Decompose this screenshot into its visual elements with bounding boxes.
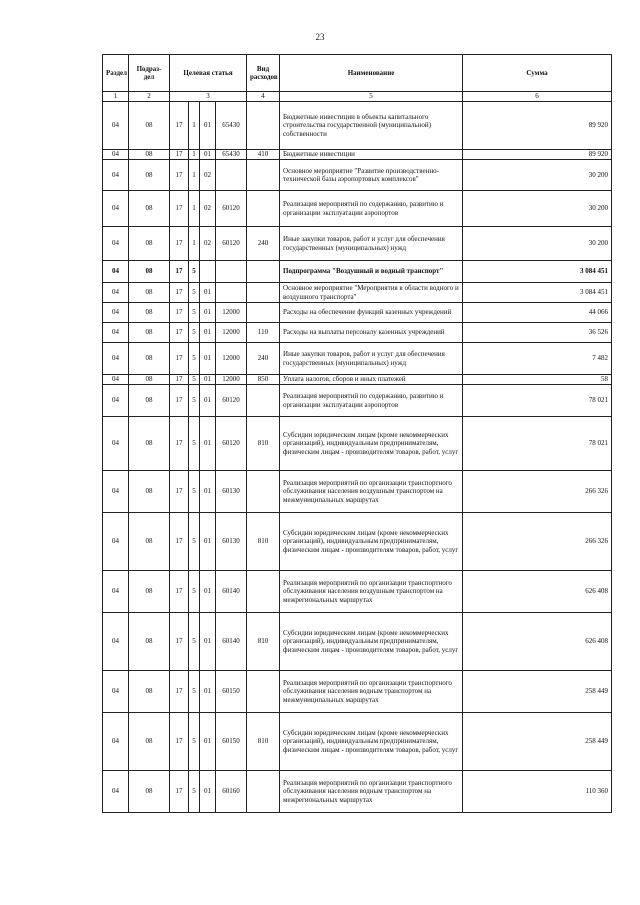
- table-row: [103, 571, 612, 613]
- cell-direction: 60150: [216, 713, 247, 771]
- cell-razdel: 04: [103, 343, 129, 375]
- cell-naimenovanie: Основное мероприятие "Мероприятия в области водного и воздушного транспорта": [280, 283, 463, 303]
- cell-podrazdel: 08: [129, 227, 170, 261]
- cell-event: 01: [200, 323, 216, 343]
- cell-vid-rashodov: 240: [247, 343, 280, 375]
- cell-program: 17: [170, 283, 189, 303]
- header-vid-rashodov: Вид расходов: [247, 55, 280, 92]
- cell-razdel: 04: [103, 513, 129, 571]
- cell-summa: 3 084 451: [463, 261, 612, 283]
- cell-podrazdel: 08: [129, 375, 170, 385]
- cell-vid-rashodov: 810: [247, 613, 280, 671]
- cell-event: 01: [200, 150, 216, 160]
- cell-program: 17: [170, 671, 189, 713]
- cell-naimenovanie: Иные закупки товаров, работ и услуг для обеспечения государственных (муниципальных) нужд: [280, 227, 463, 261]
- cell-podrazdel: 08: [129, 513, 170, 571]
- cell-summa: 30 200: [463, 227, 612, 261]
- cell-naimenovanie: Реализация мероприятий по организации транспортного обслуживания населения воздушным транспортом на межрегиональных маршрутах: [280, 571, 463, 613]
- cell-naimenovanie: Реализация мероприятий по содержанию, развитию и организации эксплуатации аэропортов: [280, 191, 463, 227]
- cell-razdel: 04: [103, 375, 129, 385]
- table-row: [103, 671, 612, 713]
- cell-vid-rashodov: [247, 671, 280, 713]
- cell-event: 01: [200, 613, 216, 671]
- cell-vid-rashodov: [247, 191, 280, 227]
- cell-razdel: 04: [103, 671, 129, 713]
- cell-event: 01: [200, 417, 216, 471]
- cell-program: 17: [170, 191, 189, 227]
- cell-vid-rashodov: 810: [247, 713, 280, 771]
- table-row: [103, 323, 612, 343]
- cell-vid-rashodov: [247, 571, 280, 613]
- cell-event: 01: [200, 375, 216, 385]
- cell-razdel: 04: [103, 227, 129, 261]
- index-cell: 1: [103, 92, 129, 102]
- cell-razdel: 04: [103, 471, 129, 513]
- cell-subprogram: 5: [189, 343, 200, 375]
- cell-vid-rashodov: 810: [247, 513, 280, 571]
- cell-event: 01: [200, 471, 216, 513]
- header-celevaya-statya: Целевая статья: [170, 55, 247, 92]
- header-naimenovanie: Наименование: [280, 55, 463, 92]
- cell-subprogram: 5: [189, 385, 200, 417]
- cell-naimenovanie: Реализация мероприятий по организации транспортного обслуживания населения водным транспортом на межмуниципальных маршрутах: [280, 671, 463, 713]
- cell-podrazdel: 08: [129, 343, 170, 375]
- table-row: [103, 150, 612, 160]
- cell-direction: 12000: [216, 323, 247, 343]
- cell-subprogram: 5: [189, 571, 200, 613]
- cell-subprogram: 5: [189, 323, 200, 343]
- cell-podrazdel: 08: [129, 771, 170, 813]
- cell-summa: 78 021: [463, 385, 612, 417]
- cell-summa: 266 326: [463, 471, 612, 513]
- cell-program: 17: [170, 160, 189, 191]
- header-razdel: Раздел: [103, 55, 129, 92]
- cell-subprogram: 5: [189, 671, 200, 713]
- cell-naimenovanie: Бюджетные инвестиции: [280, 150, 463, 160]
- cell-direction: 60120: [216, 191, 247, 227]
- cell-summa: 258 449: [463, 713, 612, 771]
- table-row: [103, 713, 612, 771]
- cell-naimenovanie: Расходы на обеспечение функций казенных учреждений: [280, 303, 463, 323]
- cell-subprogram: 5: [189, 771, 200, 813]
- cell-summa: 3 084 451: [463, 283, 612, 303]
- cell-vid-rashodov: [247, 261, 280, 283]
- cell-subprogram: 5: [189, 375, 200, 385]
- cell-subprogram: 5: [189, 303, 200, 323]
- cell-subprogram: 1: [189, 191, 200, 227]
- cell-vid-rashodov: [247, 771, 280, 813]
- index-row: [103, 92, 612, 102]
- cell-naimenovanie: Основное мероприятие "Развитие производственно-технической базы аэропортовых комплексов": [280, 160, 463, 191]
- cell-naimenovanie: Субсидии юридическим лицам (кроме некоммерческих организаций), индивидуальным предпринимателям, физическим лицам - производителям товаров, работ, услуг: [280, 713, 463, 771]
- cell-razdel: 04: [103, 613, 129, 671]
- cell-naimenovanie: Иные закупки товаров, работ и услуг для обеспечения государственных (муниципальных) нужд: [280, 343, 463, 375]
- cell-vid-rashodov: [247, 283, 280, 303]
- cell-podrazdel: 08: [129, 102, 170, 150]
- page-number: 23: [315, 32, 325, 42]
- cell-direction: 60150: [216, 671, 247, 713]
- cell-event: 02: [200, 227, 216, 261]
- cell-podrazdel: 08: [129, 713, 170, 771]
- cell-razdel: 04: [103, 191, 129, 227]
- cell-podrazdel: 08: [129, 160, 170, 191]
- cell-podrazdel: 08: [129, 261, 170, 283]
- cell-razdel: 04: [103, 261, 129, 283]
- cell-naimenovanie: Субсидии юридическим лицам (кроме некоммерческих организаций), индивидуальным предпринимателям, физическим лицам - производителям товаров, работ, услуг: [280, 417, 463, 471]
- cell-direction: 65430: [216, 150, 247, 160]
- cell-podrazdel: 08: [129, 323, 170, 343]
- cell-naimenovanie: Расходы на выплаты персоналу казенных учреждений: [280, 323, 463, 343]
- cell-vid-rashodov: [247, 102, 280, 150]
- cell-event: 01: [200, 513, 216, 571]
- header-summa: Сумма: [463, 55, 612, 92]
- cell-event: 01: [200, 571, 216, 613]
- cell-subprogram: 5: [189, 471, 200, 513]
- cell-vid-rashodov: 850: [247, 375, 280, 385]
- cell-razdel: 04: [103, 417, 129, 471]
- cell-direction: 12000: [216, 303, 247, 323]
- cell-vid-rashodov: [247, 303, 280, 323]
- table-row: [103, 227, 612, 261]
- cell-razdel: 04: [103, 150, 129, 160]
- cell-podrazdel: 08: [129, 385, 170, 417]
- cell-subprogram: 1: [189, 227, 200, 261]
- table-row: [103, 385, 612, 417]
- cell-program: 17: [170, 571, 189, 613]
- cell-razdel: 04: [103, 771, 129, 813]
- cell-program: 17: [170, 261, 189, 283]
- cell-podrazdel: 08: [129, 471, 170, 513]
- table-body: [103, 102, 612, 813]
- cell-subprogram: 5: [189, 283, 200, 303]
- cell-event: 01: [200, 385, 216, 417]
- header-row: [103, 55, 612, 92]
- cell-direction: 60120: [216, 385, 247, 417]
- cell-direction: [216, 283, 247, 303]
- cell-vid-rashodov: 240: [247, 227, 280, 261]
- cell-event: 01: [200, 283, 216, 303]
- index-cell: 3: [170, 92, 247, 102]
- cell-podrazdel: 08: [129, 283, 170, 303]
- cell-program: 17: [170, 227, 189, 261]
- cell-subprogram: 5: [189, 261, 200, 283]
- cell-summa: 78 021: [463, 417, 612, 471]
- table-row: [103, 102, 612, 150]
- cell-summa: 7 482: [463, 343, 612, 375]
- cell-direction: 12000: [216, 375, 247, 385]
- cell-event: 01: [200, 671, 216, 713]
- cell-vid-rashodov: 410: [247, 150, 280, 160]
- cell-direction: 60130: [216, 471, 247, 513]
- cell-direction: 60120: [216, 417, 247, 471]
- cell-program: 17: [170, 771, 189, 813]
- cell-program: 17: [170, 471, 189, 513]
- cell-naimenovanie: Реализация мероприятий по содержанию, развитию и организации эксплуатации аэропортов: [280, 385, 463, 417]
- cell-event: 01: [200, 713, 216, 771]
- cell-event: 02: [200, 160, 216, 191]
- cell-subprogram: 5: [189, 713, 200, 771]
- cell-podrazdel: 08: [129, 303, 170, 323]
- table-row: [103, 303, 612, 323]
- cell-program: 17: [170, 303, 189, 323]
- cell-summa: 89 920: [463, 150, 612, 160]
- cell-vid-rashodov: 110: [247, 323, 280, 343]
- header-podrazdel: Подраз-дел: [129, 55, 170, 92]
- cell-summa: 626 408: [463, 571, 612, 613]
- cell-podrazdel: 08: [129, 571, 170, 613]
- cell-event: 02: [200, 191, 216, 227]
- cell-direction: [216, 160, 247, 191]
- cell-vid-rashodov: [247, 385, 280, 417]
- table-row: [103, 375, 612, 385]
- cell-summa: 36 526: [463, 323, 612, 343]
- cell-naimenovanie: Реализация мероприятий по организации транспортного обслуживания населения водным транспортом на межрегиональных маршрутах: [280, 771, 463, 813]
- cell-direction: 60120: [216, 227, 247, 261]
- cell-summa: 58: [463, 375, 612, 385]
- table-row: [103, 471, 612, 513]
- cell-summa: 44 066: [463, 303, 612, 323]
- cell-event: 01: [200, 303, 216, 323]
- cell-subprogram: 5: [189, 417, 200, 471]
- table-row: [103, 283, 612, 303]
- cell-naimenovanie: Подпрограмма "Воздушный и водный транспорт": [280, 261, 463, 283]
- cell-razdel: 04: [103, 571, 129, 613]
- cell-program: 17: [170, 150, 189, 160]
- cell-event: 01: [200, 771, 216, 813]
- cell-razdel: 04: [103, 283, 129, 303]
- cell-subprogram: 5: [189, 513, 200, 571]
- cell-summa: 626 408: [463, 613, 612, 671]
- cell-event: 01: [200, 343, 216, 375]
- cell-program: 17: [170, 613, 189, 671]
- cell-vid-rashodov: [247, 160, 280, 191]
- cell-podrazdel: 08: [129, 150, 170, 160]
- cell-event: [200, 261, 216, 283]
- table-row: [103, 261, 612, 283]
- cell-direction: 12000: [216, 343, 247, 375]
- cell-razdel: 04: [103, 385, 129, 417]
- index-cell: 4: [247, 92, 280, 102]
- table-row: [103, 343, 612, 375]
- table-row: [103, 417, 612, 471]
- cell-subprogram: 1: [189, 160, 200, 191]
- table-row: [103, 191, 612, 227]
- table-row: [103, 771, 612, 813]
- cell-razdel: 04: [103, 102, 129, 150]
- cell-direction: 65430: [216, 102, 247, 150]
- cell-naimenovanie: Субсидии юридическим лицам (кроме некоммерческих организаций), индивидуальным предпринимателям, физическим лицам - производителям товаров, работ, услуг: [280, 513, 463, 571]
- cell-subprogram: 1: [189, 150, 200, 160]
- cell-razdel: 04: [103, 303, 129, 323]
- cell-program: 17: [170, 343, 189, 375]
- cell-naimenovanie: Субсидии юридическим лицам (кроме некоммерческих организаций), индивидуальным предпринимателям, физическим лицам - производителям товаров, работ, услуг: [280, 613, 463, 671]
- cell-naimenovanie: Уплата налогов, сборов и иных платежей: [280, 375, 463, 385]
- cell-podrazdel: 08: [129, 671, 170, 713]
- budget-table: [102, 54, 612, 813]
- cell-podrazdel: 08: [129, 417, 170, 471]
- cell-summa: 258 449: [463, 671, 612, 713]
- cell-summa: 30 200: [463, 160, 612, 191]
- cell-direction: 60160: [216, 771, 247, 813]
- index-cell: 5: [280, 92, 463, 102]
- cell-direction: 60130: [216, 513, 247, 571]
- cell-razdel: 04: [103, 160, 129, 191]
- cell-program: 17: [170, 513, 189, 571]
- cell-direction: [216, 261, 247, 283]
- cell-naimenovanie: Реализация мероприятий по организации транспортного обслуживания населения воздушным транспортом на межмуниципальных маршрутах: [280, 471, 463, 513]
- cell-event: 01: [200, 102, 216, 150]
- cell-program: 17: [170, 323, 189, 343]
- cell-summa: 89 920: [463, 102, 612, 150]
- cell-program: 17: [170, 417, 189, 471]
- cell-program: 17: [170, 713, 189, 771]
- cell-program: 17: [170, 375, 189, 385]
- cell-razdel: 04: [103, 713, 129, 771]
- cell-subprogram: 1: [189, 102, 200, 150]
- cell-podrazdel: 08: [129, 191, 170, 227]
- cell-summa: 110 360: [463, 771, 612, 813]
- cell-vid-rashodov: 810: [247, 417, 280, 471]
- index-cell: 2: [129, 92, 170, 102]
- table-row: [103, 613, 612, 671]
- cell-summa: 266 326: [463, 513, 612, 571]
- table-row: [103, 513, 612, 571]
- cell-program: 17: [170, 102, 189, 150]
- cell-program: 17: [170, 385, 189, 417]
- table-row: [103, 160, 612, 191]
- cell-podrazdel: 08: [129, 613, 170, 671]
- cell-razdel: 04: [103, 323, 129, 343]
- index-cell: 6: [463, 92, 612, 102]
- cell-vid-rashodov: [247, 471, 280, 513]
- cell-naimenovanie: Бюджетные инвестиции в объекты капитального строительства государственной (муниципальной) собственности: [280, 102, 463, 150]
- cell-direction: 60140: [216, 571, 247, 613]
- cell-subprogram: 5: [189, 613, 200, 671]
- cell-direction: 60140: [216, 613, 247, 671]
- cell-summa: 30 200: [463, 191, 612, 227]
